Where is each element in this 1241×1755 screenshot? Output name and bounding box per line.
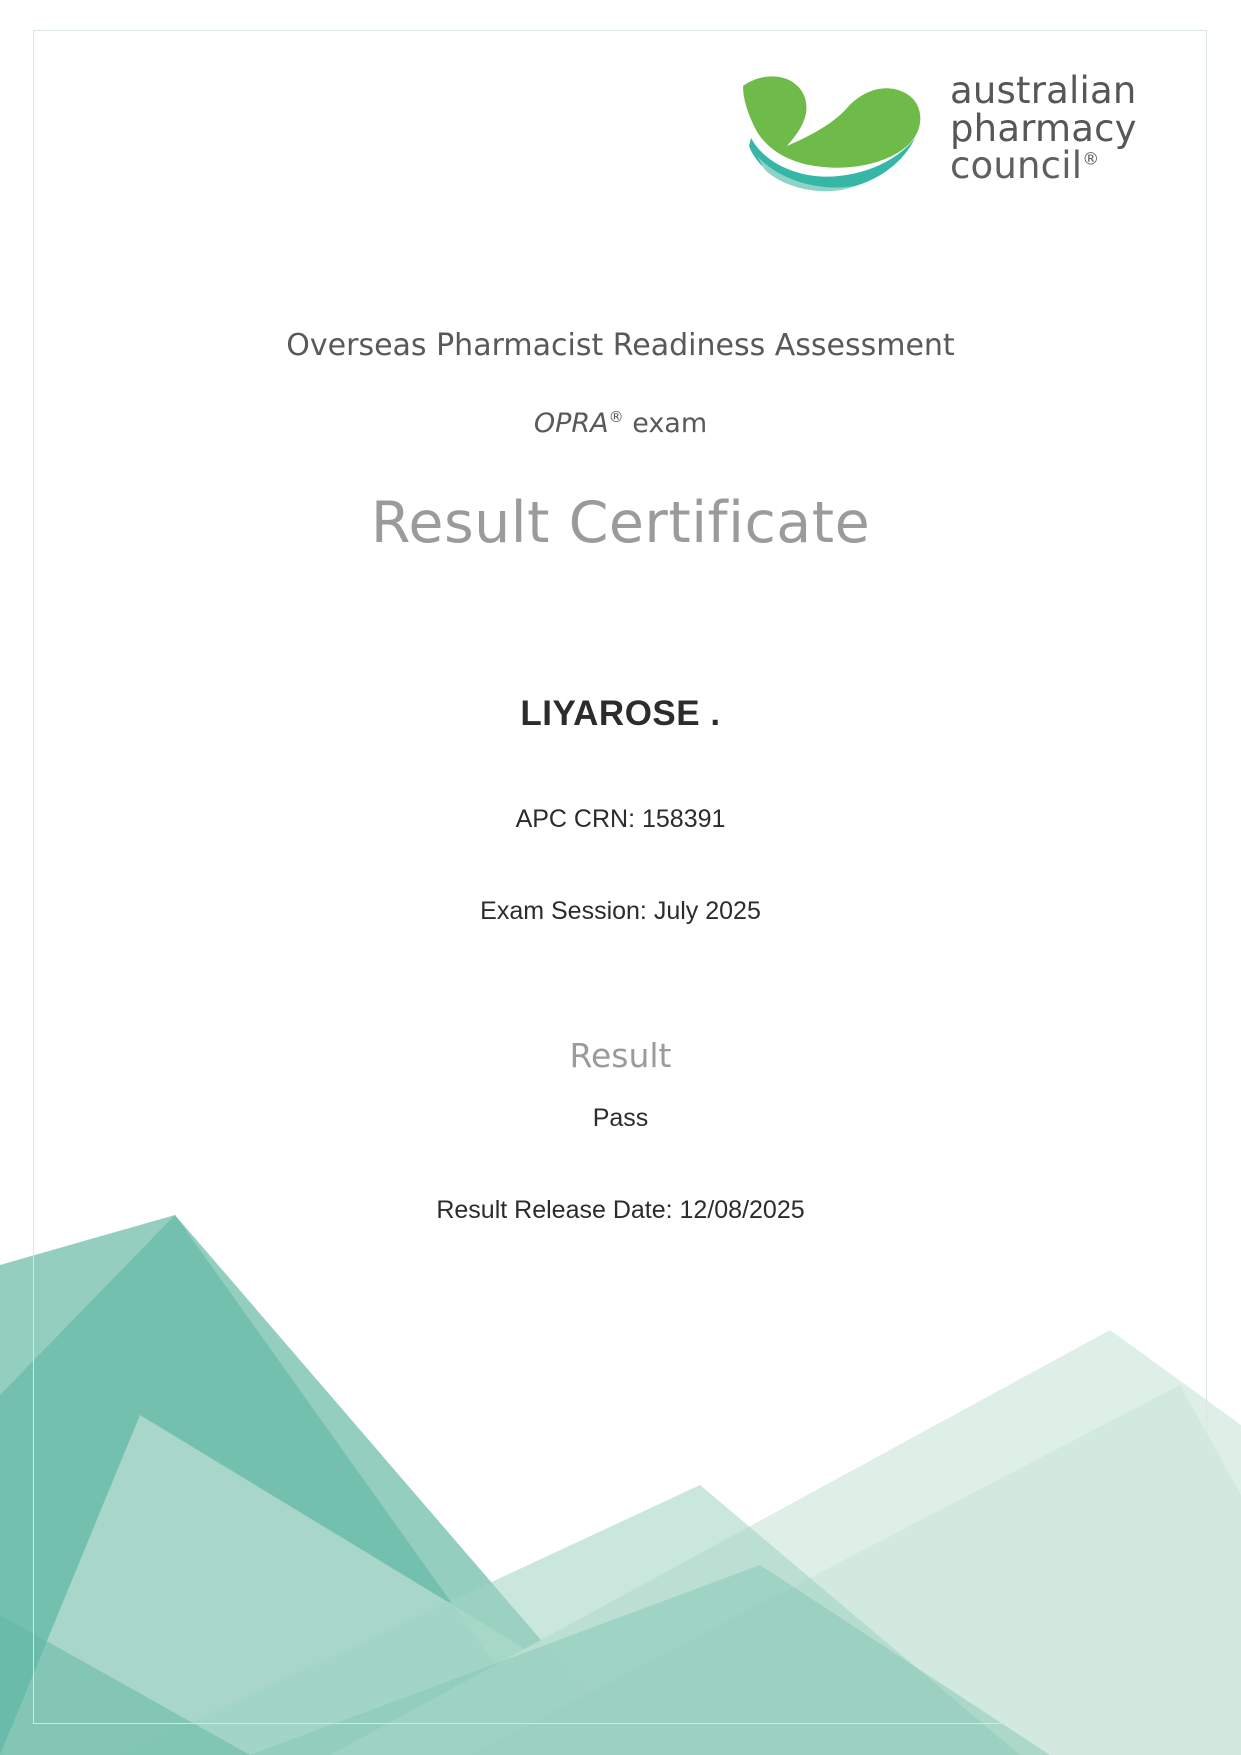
bottom-left-green-wedges	[0, 1095, 1241, 1755]
registered-mark: ®	[1082, 150, 1100, 171]
decoration-svg	[0, 1095, 1241, 1755]
exam-name-registered-mark: ®	[608, 408, 624, 426]
exam-session: Exam Session: July 2025	[480, 897, 761, 925]
apc-logo-wordmark	[950, 69, 1155, 188]
candidate-crn: APC CRN: 158391	[515, 805, 726, 833]
logo-line-australian: australian	[950, 69, 1137, 112]
result-value: Pass	[592, 1104, 649, 1132]
logo-line-pharmacy: pharmacy	[950, 106, 1137, 150]
page-title: Result Certificate	[370, 490, 871, 556]
exam-name-suffix: exam	[623, 408, 708, 439]
assessment-name: Overseas Pharmacist Readiness Assessment	[286, 328, 955, 363]
exam-name	[0, 408, 1241, 439]
candidate-name: LIYAROSE .	[520, 694, 721, 733]
logo-line-council: council®	[950, 144, 1100, 188]
result-release-date: Result Release Date: 12/08/2025	[436, 1196, 805, 1224]
exam-name-opra: OPRA	[533, 408, 609, 439]
apc-swoosh-logo-icon	[735, 68, 935, 198]
result-heading: Result	[569, 1036, 672, 1075]
apc-logo	[735, 60, 1155, 200]
